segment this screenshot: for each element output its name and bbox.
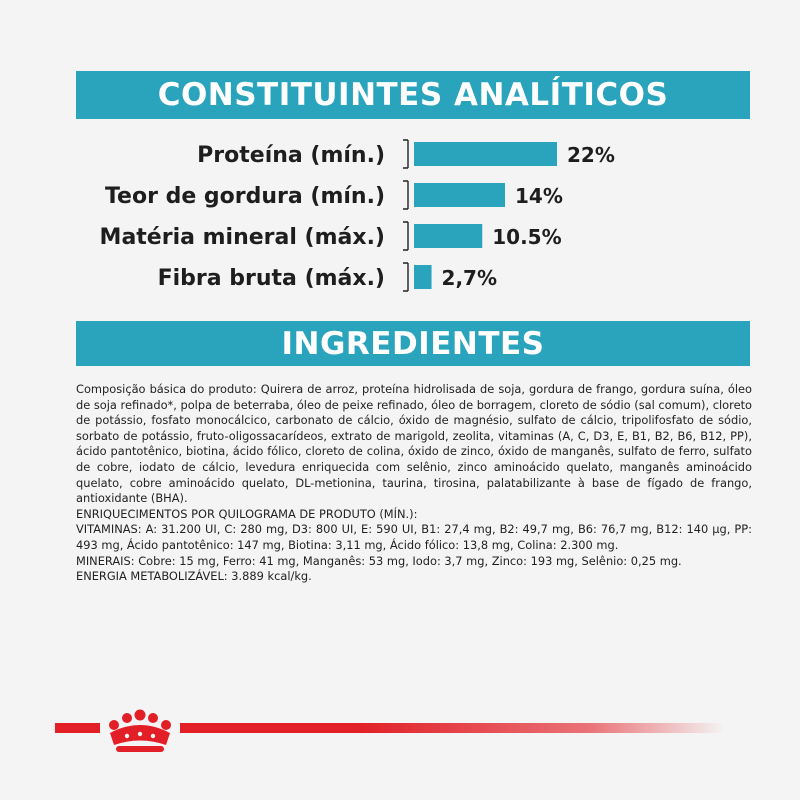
enrichment-heading: ENRIQUECIMENTOS POR QUILOGRAMA DE PRODUTO (MÍN.): xyxy=(76,506,418,521)
analytics-chart xyxy=(0,0,800,320)
value-label: 22% xyxy=(567,143,615,167)
bar-bracket xyxy=(403,140,408,168)
category-label: Fibra bruta (máx.) xyxy=(157,266,385,291)
analytics-title: CONSTITUINTES ANALÍTICOS xyxy=(157,77,669,113)
value-label: 10.5% xyxy=(492,225,562,249)
bar-bracket xyxy=(403,263,408,291)
ingredients-text xyxy=(76,382,752,585)
vitamins-text: VITAMINAS: A: 31.200 UI, C: 280 mg, D3: 800 UI, E: 590 UI, B1: 27,4 mg, B2: 49,7 mg, B6: 76,7 mg, B12: 140 µg, PP: 493 mg, Ácido pantotênico: 147 mg, Biotina: 3,11 mg, Ácido fólico: 13,8 mg, Colina: 2.300 mg. xyxy=(76,522,752,552)
category-label: Teor de gordura (mín.) xyxy=(104,184,385,209)
royal-canin-crown-icon xyxy=(100,705,180,755)
bar-bracket xyxy=(403,222,408,250)
ingredients-title: INGREDIENTES xyxy=(281,325,545,362)
bar xyxy=(414,224,482,248)
bar xyxy=(414,142,557,166)
bar xyxy=(414,183,505,207)
value-label: 2,7% xyxy=(441,266,498,290)
category-label: Matéria mineral (máx.) xyxy=(99,225,385,250)
bar-bracket xyxy=(403,181,408,209)
bar xyxy=(414,265,432,289)
category-label: Proteína (mín.) xyxy=(197,143,385,168)
energy-text: ENERGIA METABOLIZÁVEL: 3.889 kcal/kg. xyxy=(76,569,312,584)
ingredients-banner xyxy=(76,321,750,366)
minerals-text: MINERAIS: Cobre: 15 mg, Ferro: 41 mg, Manganês: 53 mg, Iodo: 3,7 mg, Zinco: 193 mg, Selênio: 0,25 mg. xyxy=(76,553,682,568)
composition-text: Composição básica do produto: Quirera de arroz, proteína hidrolisada de soja, gordura de frango, gordura suína, óleo de soja refinado*, polpa de beterraba, óleo de peixe refinado, óleo de borragem, cloreto de sódio (sal comum), cloreto de potássio, fosfato monocálcico, carbonato de cálcio, óxido de magnésio, sulfato de cálcio, tripolifosfato de sódio, sorbato de potássio, fruto-oligossacarídeos, extrato de marigold, zeolita, vitaminas (A, C, D3, E, B1, B2, B6, B12, PP), ácido pantotênico, biotina, ácido fólico, cloreto de colina, óxido de zinco, óxido de manganês, sulfato de ferro, sulfato de cobre, iodato de cálcio, levedura enriquecida com selênio, zinco aminoácido quelato, manganês aminoácido quelato, cobre aminoácido quelato, DL-metionina, taurina, tirosina, palatabilizante à base de fígado de frango, antioxidante (BHA). xyxy=(76,382,753,506)
value-label: 14% xyxy=(515,184,563,208)
